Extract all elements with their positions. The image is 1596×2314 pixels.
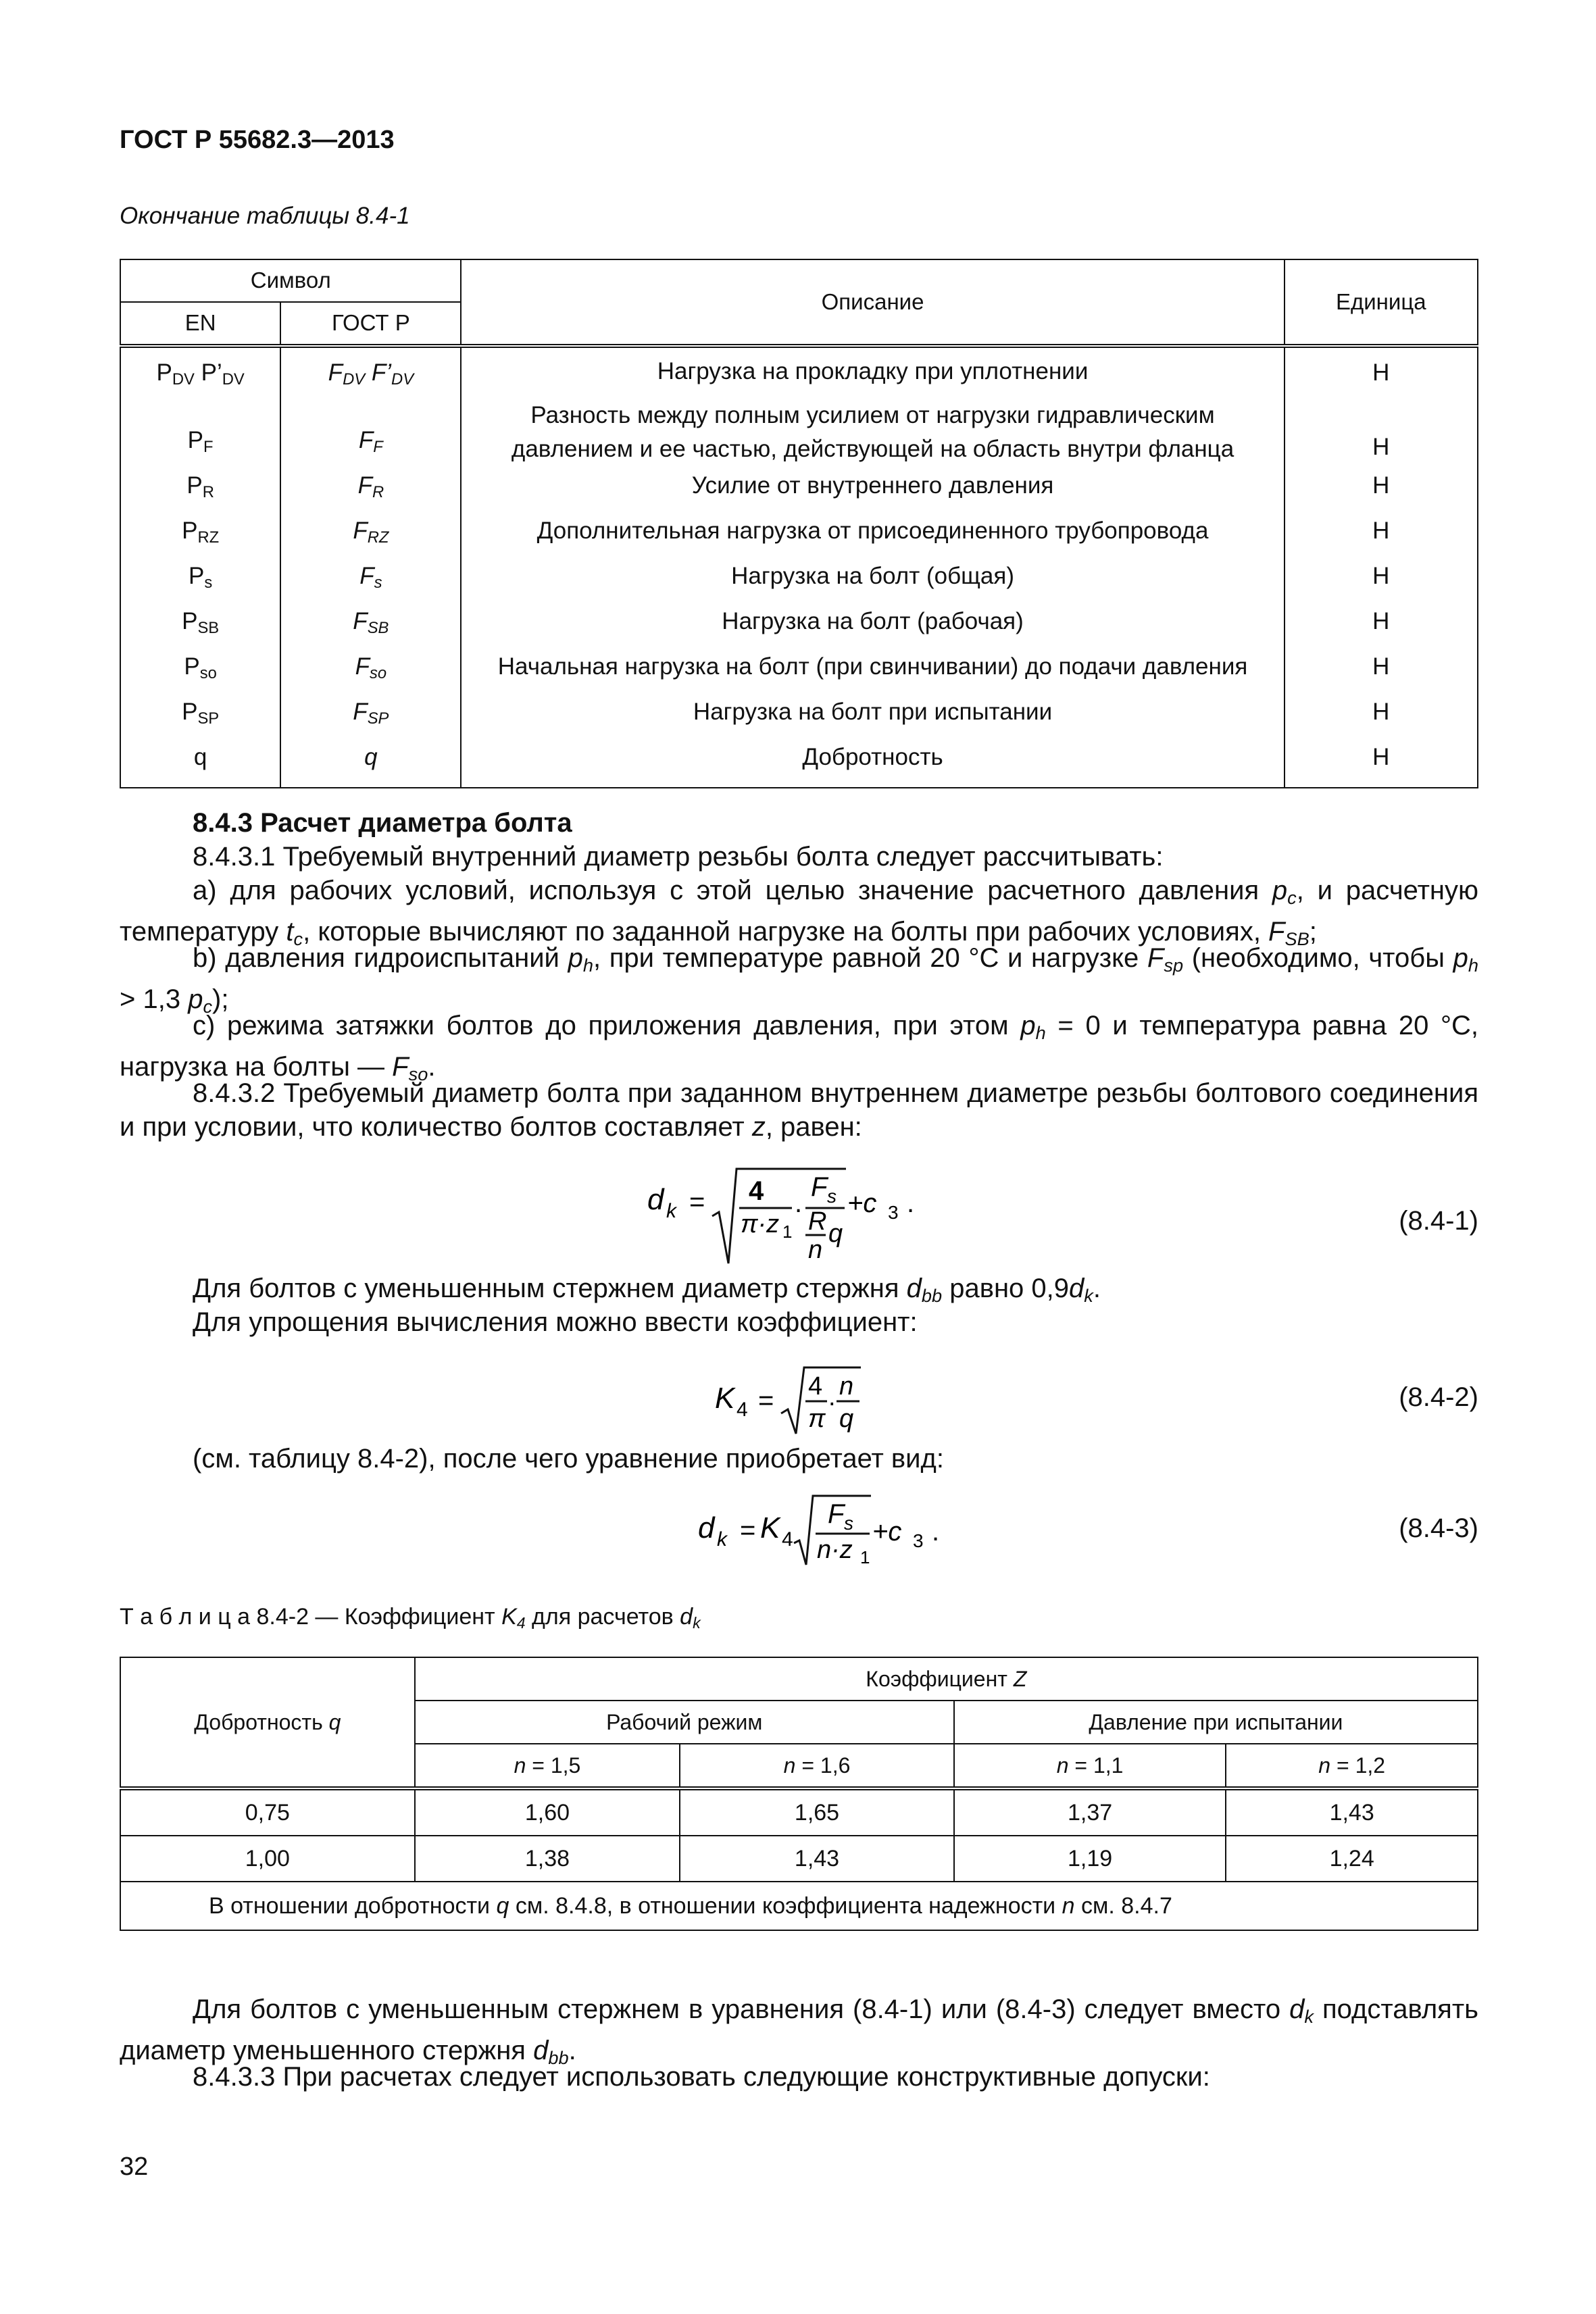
col-gost: ГОСТ Р xyxy=(280,302,461,346)
table-row: $P_s$ $F_s$ Нагрузка на болт (общая) Н xyxy=(120,557,1478,602)
eq1-q: q xyxy=(828,1219,843,1248)
eq1-equals: = xyxy=(689,1187,705,1217)
paragraph-see-table: (см. таблицу 8.4-2), после чего уравнение приобретает вид: xyxy=(193,1444,944,1474)
eq2-lhs-sub: 4 xyxy=(737,1399,748,1421)
eq3-n-z: n·z xyxy=(817,1536,853,1564)
equation-number-8-4-1: (8.4-1) xyxy=(1399,1206,1478,1236)
eq2-n: n xyxy=(839,1372,854,1401)
eq3-period: . xyxy=(932,1517,940,1546)
col-test-pressure: Давление при испытании xyxy=(954,1701,1478,1744)
paragraph-b: b) давления гидроиспытаний $p_h$, при температуре равной 20 °С и нагрузке $F_{sp}$ (необходимо, чтобы $p_h > 1,3$ $p_c$); xyxy=(120,943,1478,1017)
table-row: $P_{SP}$ $F_{SP}$ Нагрузка на болт при испытании Н xyxy=(120,693,1478,738)
col-n-1-1: n = 1,1 xyxy=(954,1744,1226,1788)
table-8-4-1-body xyxy=(120,346,1478,788)
paragraph-reduced-shank: Для болтов с уменьшенным стержнем диаметр стержня $d_{bb}$ равно $0,9d_k$. xyxy=(193,1274,1101,1306)
eq3-c-sub-3: 3 xyxy=(913,1530,924,1551)
col-unit: Единица xyxy=(1285,259,1478,346)
page-number: 32 xyxy=(120,2153,149,2181)
table-8-4-2 xyxy=(120,1657,1478,1931)
paragraph-8-4-3-2: 8.4.3.2 Требуемый диаметр болта при заданном внутреннем диаметре резьбы болтового соединения и при условии, что количество болтов составляет z, равен: xyxy=(120,1078,1478,1142)
paragraph-substitute: Для болтов с уменьшенным стержнем в уравнения (8.4-1) или (8.4-3) следует вместо $d_k$ подставлять диаметр уменьшенного стержня $d_{bb}$. xyxy=(120,1994,1478,2068)
eq3-K-sub: 4 xyxy=(782,1528,793,1551)
eq1-sub-1: 1 xyxy=(782,1222,793,1242)
eq3-sub-1: 1 xyxy=(860,1547,870,1567)
equation-number-8-4-3: (8.4-3) xyxy=(1399,1513,1478,1543)
eq1-lhs-sub: k xyxy=(666,1200,676,1222)
table-row: q q Добротность Н xyxy=(120,738,1478,788)
col-work-mode: Рабочий режим xyxy=(415,1701,954,1744)
eq3-lhs: d xyxy=(698,1511,715,1544)
eq1-dot: . xyxy=(795,1188,803,1218)
col-coefficient: Коэффициент Z xyxy=(415,1657,1478,1701)
eq2-lhs: K xyxy=(715,1382,735,1415)
col-description: Описание xyxy=(461,259,1284,346)
table-8-4-1-caption: Окончание таблицы 8.4-1 xyxy=(120,203,410,229)
equation-number-8-4-2: (8.4-2) xyxy=(1399,1382,1478,1412)
eq2-equals: = xyxy=(758,1386,774,1415)
table-row: $P_R$ $F_R$ Усилие от внутреннего давления Н xyxy=(120,466,1478,511)
eq3-Fs-sub: s xyxy=(844,1513,853,1534)
col-n-1-2: n = 1,2 xyxy=(1226,1744,1478,1788)
table-row: $P_{SB}$ $F_{SB}$ Нагрузка на болт (рабочая) Н xyxy=(120,602,1478,647)
table-row: 0,75 1,60 1,65 1,37 1,43 xyxy=(120,1788,1478,1836)
eq3-K: K xyxy=(760,1511,780,1544)
eq2-numerator-4: 4 xyxy=(808,1372,823,1401)
col-q: Добротность q xyxy=(120,1657,415,1788)
col-en: EN xyxy=(120,302,280,346)
eq2-q: q xyxy=(839,1405,854,1433)
table-8-4-2-caption: Т а б л и ц а 8.4-2 — Коэффициент $K_4$ для расчетов $d_k$ xyxy=(120,1604,701,1632)
eq1-R: R xyxy=(808,1207,827,1236)
eq2-dot: . xyxy=(828,1383,836,1411)
eq3-lhs-sub: k xyxy=(717,1528,727,1551)
paragraph-8-4-3-3: 8.4.3.3 При расчетах следует использовать следующие конструктивные допуски: xyxy=(193,2062,1210,2092)
table-row: $P_{RZ}$ $F_{RZ}$ Дополнительная нагрузка от присоединенного трубопровода Н xyxy=(120,511,1478,557)
eq1-Fs-sub: s xyxy=(827,1186,837,1207)
col-n-1-5: n = 1,5 xyxy=(415,1744,680,1788)
equation-8-4-1 xyxy=(642,1155,932,1270)
eq3-plus-c: +c xyxy=(872,1517,902,1546)
paragraph-simplify: Для упрощения вычисления можно ввести коэффициент: xyxy=(193,1307,918,1337)
eq1-plus-c: +c xyxy=(847,1188,877,1218)
paragraph-c: с) режима затяжки болтов до приложения давления, при этом $p_h = 0$ и температура равна 20 °С, нагрузка на болты — $F_{so}$. xyxy=(120,1011,1478,1084)
col-n-1-6: n = 1,6 xyxy=(680,1744,954,1788)
eq3-Fs: F xyxy=(828,1499,845,1529)
eq1-numerator-4: 4 xyxy=(749,1176,764,1206)
eq1-lhs: d xyxy=(647,1183,664,1216)
table-8-4-1 xyxy=(120,259,1478,788)
table-row: $P_F$ $F_F$ Разность между полным усилием от нагрузки гидравлическим давлением и ее частью, действующей на область внутри фланца Н xyxy=(120,399,1478,466)
section-heading: 8.4.3 Расчет диаметра болта xyxy=(193,808,572,838)
col-symbol: Символ xyxy=(120,259,461,302)
table-row: 1,00 1,38 1,43 1,19 1,24 xyxy=(120,1836,1478,1882)
eq1-n: n xyxy=(808,1236,823,1264)
paragraph-a: а) для рабочих условий, используя с этой целью значение расчетного давления $p_c$, и расчетную температуру $t_c$, которые вычисляют по заданной нагрузке на болты при рабочих условиях, $F_{SB}$; xyxy=(120,876,1478,949)
eq1-c-sub-3: 3 xyxy=(888,1202,899,1223)
table-row: $P_{DV}$ $P’_{DV}$ $F_{DV}$ $F’_{DV}$ Нагрузка на прокладку при уплотнении Н xyxy=(120,346,1478,399)
paragraph-8-4-3-1: 8.4.3.1 Требуемый внутренний диаметр резьбы болта следует рассчитывать: xyxy=(193,842,1164,872)
equation-8-4-2 xyxy=(709,1358,885,1439)
eq1-Fs: F xyxy=(811,1172,828,1202)
equation-8-4-3 xyxy=(693,1486,949,1574)
document-title: ГОСТ Р 55682.3—2013 xyxy=(120,126,395,154)
table-note-row: В отношении добротности q см. 8.4.8, в отношении коэффициента надежности n см. 8.4.7 xyxy=(120,1882,1478,1930)
eq1-period: . xyxy=(907,1188,915,1218)
eq3-equals: = xyxy=(740,1515,756,1545)
eq2-pi: π xyxy=(808,1405,826,1433)
eq1-denominator-pi-z: π·z xyxy=(741,1210,780,1238)
table-row: $P_{so}$ $F_{so}$ Начальная нагрузка на болт (при свинчивании) до подачи давления Н xyxy=(120,647,1478,693)
